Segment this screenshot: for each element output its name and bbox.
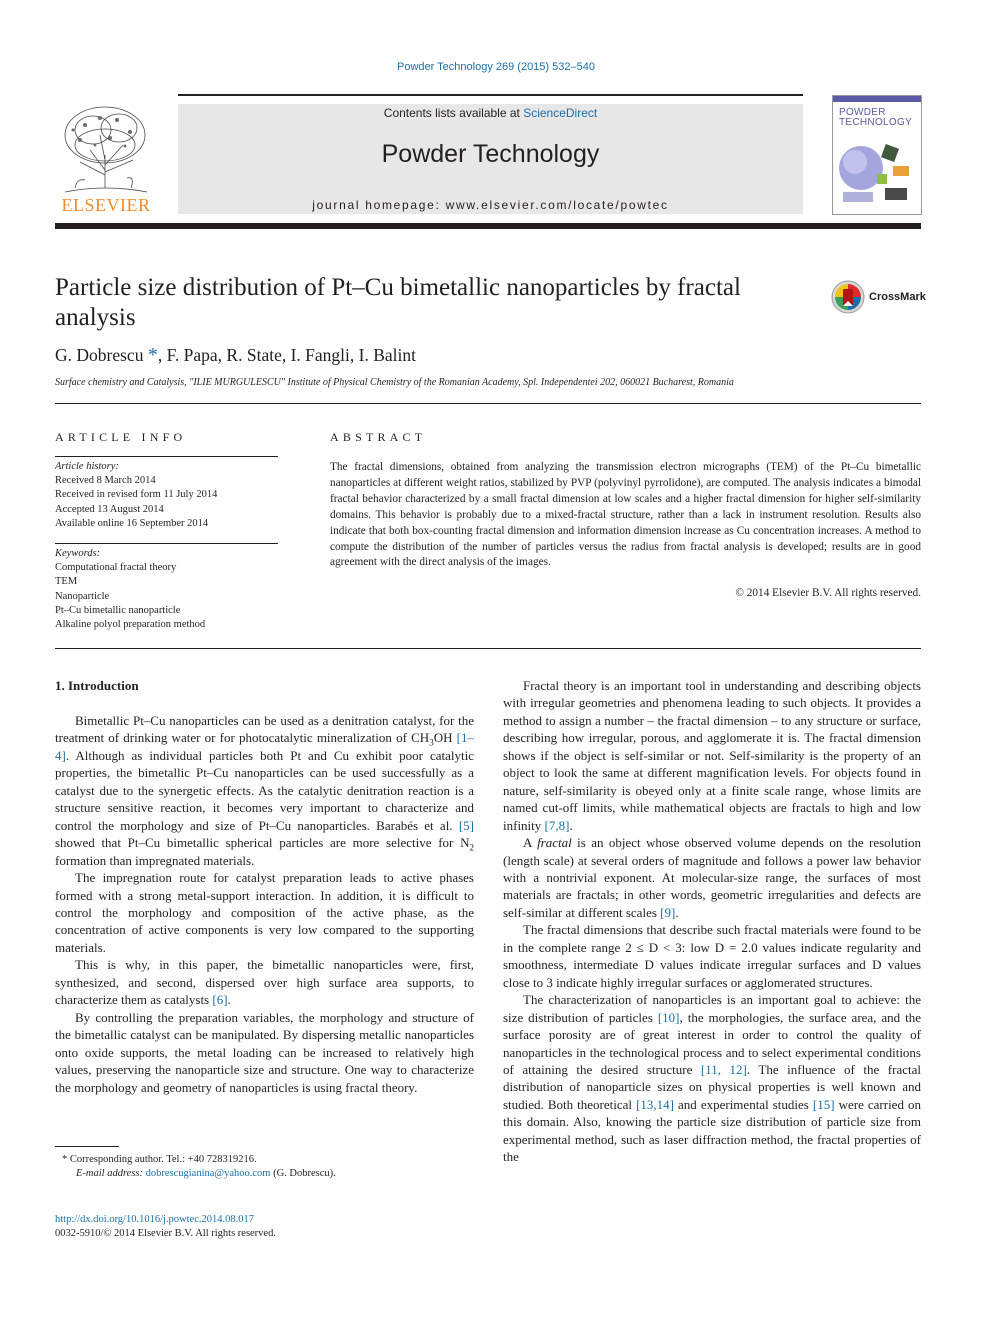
authors-rest: , F. Papa, R. State, I. Fangli, I. Balint [157, 345, 416, 365]
contents-line [178, 106, 803, 120]
keyword-item: Alkaline polyol preparation method [55, 619, 206, 631]
citation-link[interactable]: [15] [812, 1096, 835, 1112]
keywords-rule [55, 543, 278, 544]
affiliation: Surface chemistry and Catalysis, "ILIE MURGULESCU" Institute of Physical Chemistry of the Romanian Academy, Spl. Independentei 202, 060021 Bucharest, Romania [55, 377, 734, 388]
cover-artwork [833, 96, 921, 214]
doi-footer [55, 1213, 474, 1241]
paragraph: The characterization of nanoparticles is an important goal to achieve: the size distribution of particles [10], the morphologies, the surface area, and the surface porosity are of great interest in order to control the quality of nanoparticles in the technological process and to select experimental conditions of attaining the desired structure [11, 12]. The influence of the fractal distribution of nanoparticle sizes on physical properties is well known and studied. Both theoretical [13,14] and experimental studies [15] were carried on this domain. Also, knowing the particle size distribution of particle size from experimental method, such as laser diffraction method, the fractal properties of the [503, 992, 921, 1165]
journal-name: Powder Technology [381, 140, 600, 168]
section-heading-introduction: 1. Introduction [55, 678, 139, 693]
history-label: Article history: [55, 461, 119, 472]
crossmark-icon [831, 280, 865, 314]
header-top-rule [178, 94, 803, 96]
citation-link[interactable]: [6] [212, 992, 228, 1008]
cover-title: POWDER TECHNOLOGY [839, 107, 913, 128]
footnote-rule [55, 1146, 119, 1147]
journal-cover-image [832, 95, 922, 215]
intro-left-column [55, 712, 474, 1096]
citation-link[interactable]: [7,8] [544, 817, 570, 833]
doi-link[interactable]: http://dx.doi.org/10.1016/j.powtec.2014.08.017 [55, 1214, 255, 1225]
issn-line: 0032-5910/© 2014 Elsevier B.V. All rights reserved. [55, 1228, 276, 1239]
abstract-label: ABSTRACT [330, 430, 427, 444]
footnote-corresponding: * Corresponding author. Tel.: +40 728319216. [62, 1154, 257, 1165]
footnote-email: E-mail address: dobrescugianina@yahoo.com (G. Dobrescu). [76, 1168, 336, 1179]
history-item: Available online 16 September 2014 [55, 517, 209, 529]
corresponding-author-marker[interactable]: * [147, 344, 158, 366]
header-thick-rule [55, 223, 921, 229]
abstract-text: The fractal dimensions, obtained from analyzing the transmission electron micrographs (TEM) of the Pt–Cu bimetallic nanoparticles at different weight ratios, stabilized by PVP (polyvinyl pyrrolidone), are computed. The analysis indicates a bimodal fractal behavior characterized by a small fractal dimension at low scales and a higher fractal dimension for higher self-similarity domains. This behavior is probably due to a mixed-fractal structure, rather than a lack in instrument resolution. Results also indicate that both box-counting fractal dimension and information dimension increase as Cu concentration increases. A method to compute the distribution of the number of particles versus the radius from fractal analysis is developed; results are in good agreement with the direct analysis of the images. [330, 461, 921, 569]
abstract-copyright: © 2014 Elsevier B.V. All rights reserved. [735, 587, 921, 599]
keyword-item: Nanoparticle [55, 590, 110, 602]
keyword-item: TEM [55, 576, 78, 588]
email-link[interactable]: dobrescugianina@yahoo.com [145, 1168, 271, 1179]
paragraph: The impregnation route for catalyst preparation leads to active phases formed with a strong metal-support interaction. In addition, it is difficult to control the morphology and composition of the active phase, as the concentration of active components is very low compared to the supporting materials. [55, 870, 474, 955]
author-first[interactable]: G. Dobrescu [55, 345, 144, 365]
paragraph: The fractal dimensions that describe such fractal materials were found to be in the complete range 2 ≤ D < 3: low D = 2.0 values indicate regularity and smoothness, intermediate D values indicate irregular surfaces and D values close to 3 indicate highly irregular surfaces or agglomerated structures. [503, 922, 921, 990]
intro-right-column [503, 677, 921, 1166]
paragraph: Fractal theory is an important tool in understanding and describing objects with irregular geometries and phenomena leading to such objects. It provides a method to assign a number – the fractal dimension – to any structure or surface, describing how irregular, porous, and agglomerate it is. The fractal dimension shows if the object is self-similar or not. Self-similarity is the property of an object to look the same at different magnification levels. For objects found in nature, self-similarity is obeyed only at a finite scale range, whose limits are named cut-off limits, while mathematical objects are fractals to high and low infinity [7,8]. [503, 678, 921, 833]
keyword-item: Computational fractal theory [55, 562, 177, 574]
article-history [55, 460, 285, 531]
keywords-label: Keywords: [55, 548, 101, 559]
paragraph: By controlling the preparation variables, the morphology and structure of the bimetallic catalyst can be manipulated. By dispersing metallic nanoparticles onto oxide supports, the metal loading can be increased to relatively high values, preserving the nanoparticle size and structure. One way to characterize the morphology and geometry of nanoparticles is using fractal theory. [55, 1009, 474, 1095]
crossmark-button[interactable] [831, 280, 926, 316]
paragraph: This is why, in this paper, the bimetallic nanoparticles were, first, synthesized, and second, dispersed over high surface area supports, to characterize them as catalysts [6]. [55, 957, 474, 1008]
history-item: Received 8 March 2014 [55, 475, 156, 487]
sciencedirect-link[interactable]: ScienceDirect [523, 106, 598, 120]
journal-homepage[interactable]: journal homepage: www.elsevier.com/locate/powtec [312, 198, 669, 212]
article-title: Particle size distribution of Pt–Cu bimetallic nanoparticles by fractal analysis [55, 274, 741, 331]
crossmark-label: CrossMark [869, 291, 926, 303]
abstract-bottom-rule [55, 648, 921, 649]
article-info-rule [55, 456, 278, 457]
paragraph: A fractal is an object whose observed volume depends on the resolution (length scale) at several orders of magnitude and follows a power law behavior with a nontrivial exponent. At molecular-size range, the surfaces of most materials are fractals; in other words, geometric irregularities and defects are self-similar at different scales [9]. [503, 835, 922, 920]
citation-link[interactable]: [5] [458, 817, 474, 833]
citation-link[interactable]: [9] [660, 904, 676, 920]
citation-link[interactable]: [1–4] [55, 730, 475, 763]
citation-link[interactable]: [13,14] [636, 1096, 674, 1112]
affiliation-rule [55, 403, 921, 404]
footnote [62, 1153, 474, 1181]
citation-link[interactable]: [10] [657, 1009, 680, 1025]
article-info-label: ARTICLE INFO [55, 430, 187, 444]
history-item: Accepted 13 August 2014 [55, 503, 164, 515]
paragraph: Bimetallic Pt–Cu nanoparticles can be used as a denitration catalyst, for the treatment of drinking water or for photocatalytic mineralization of $CH_3OH$ [1–4]. Although as individual particles both Pt and Cu exhibit poor catalytic properties, the bimetallic Pt–Cu nanoparticles can be used successfully as a catalyst due to the synergetic effects. As the catalytic denitration reaction is a structure sensitive reaction, it becomes very important to characterize and control the morphology and size of Pt–Cu nanoparticles. Barabés et al. [5] showed that Pt–Cu bimetallic spherical particles are more selective for $N_2$ formation than impregnated materials. [55, 713, 475, 868]
author-list [55, 344, 416, 367]
history-item: Received in revised form 11 July 2014 [55, 489, 218, 501]
keyword-item: Pt–Cu bimetallic nanoparticle [55, 604, 181, 616]
elsevier-wordmark: ELSEVIER [61, 195, 151, 215]
contents-prefix: Contents lists available at [383, 106, 524, 120]
keywords [55, 547, 285, 632]
citation-link[interactable]: [11, 12] [700, 1061, 747, 1077]
journal-citation[interactable]: Powder Technology 269 (2015) 532–540 [397, 61, 595, 73]
